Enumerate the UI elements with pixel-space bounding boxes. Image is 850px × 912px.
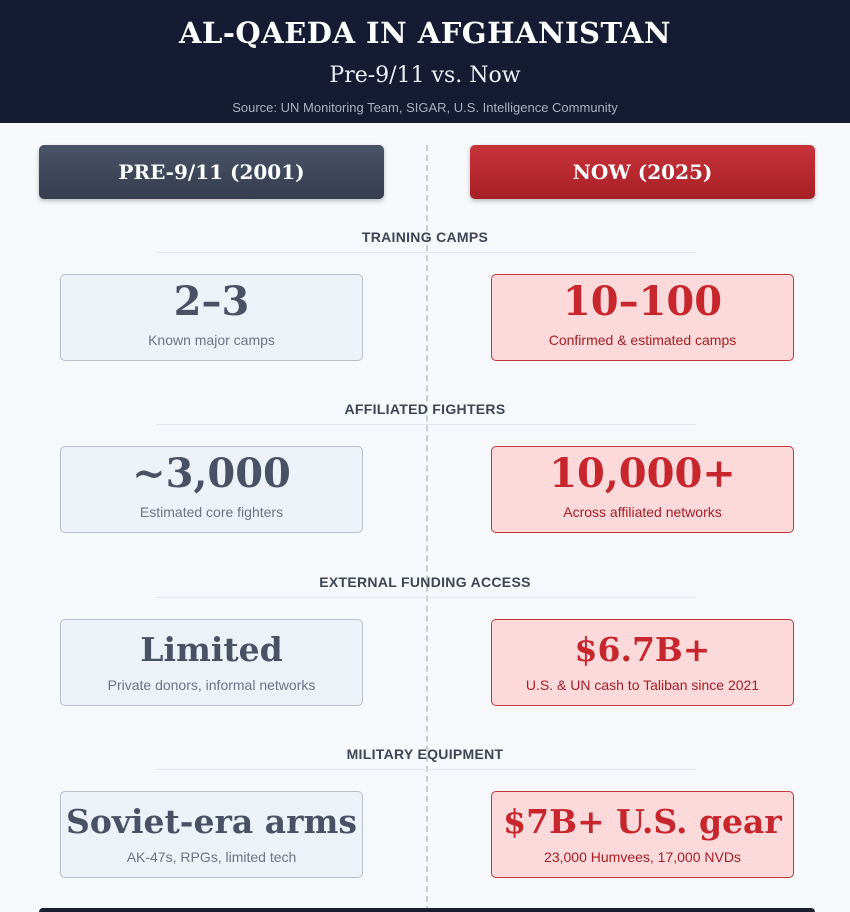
after-value: 10,000+ bbox=[549, 450, 736, 497]
section-rule bbox=[156, 597, 696, 598]
before-value: ~3,000 bbox=[132, 450, 291, 497]
before-card-military-equipment bbox=[60, 791, 363, 878]
source-note: Source: UN Monitoring Team, SIGAR, U.S. Intelligence Community bbox=[232, 100, 618, 115]
after-value: 10–100 bbox=[562, 278, 723, 325]
after-value: $7B+ U.S. gear bbox=[503, 802, 782, 841]
before-card-training-camps bbox=[60, 274, 363, 361]
after-caption: 23,000 Humvees, 17,000 NVDs bbox=[544, 849, 741, 865]
page-header bbox=[0, 0, 850, 123]
after-caption: Across affiliated networks bbox=[563, 504, 722, 520]
section-label-training-camps: TRAINING CAMPS bbox=[361, 229, 489, 245]
before-value: Limited bbox=[140, 630, 283, 669]
section-rule bbox=[156, 252, 696, 253]
after-card-affiliated-fighters bbox=[491, 446, 794, 533]
before-value: 2–3 bbox=[173, 278, 250, 325]
after-card-military-equipment bbox=[491, 791, 794, 878]
after-column-heading: NOW (2025) bbox=[470, 145, 815, 199]
after-card-training-camps bbox=[491, 274, 794, 361]
before-column-heading: PRE-9/11 (2001) bbox=[39, 145, 384, 199]
after-caption: Confirmed & estimated camps bbox=[548, 332, 737, 348]
page-title: AL-QAEDA IN AFGHANISTAN bbox=[179, 16, 671, 50]
before-card-affiliated-fighters bbox=[60, 446, 363, 533]
footer-bar bbox=[39, 908, 815, 912]
section-label-affiliated-fighters: AFFILIATED FIGHTERS bbox=[344, 401, 506, 417]
before-caption: Private donors, informal networks bbox=[107, 677, 316, 693]
after-card-external-funding bbox=[491, 619, 794, 706]
center-divider bbox=[426, 145, 428, 912]
before-caption: Estimated core fighters bbox=[139, 504, 284, 520]
before-caption: AK-47s, RPGs, limited tech bbox=[126, 849, 297, 865]
section-label-military-equipment: MILITARY EQUIPMENT bbox=[346, 746, 504, 762]
section-rule bbox=[156, 424, 696, 425]
after-caption: U.S. & UN cash to Taliban since 2021 bbox=[525, 677, 760, 693]
after-value: $6.7B+ bbox=[574, 630, 711, 669]
section-rule bbox=[156, 769, 696, 770]
page-subtitle: Pre-9/11 vs. Now bbox=[329, 63, 521, 88]
before-card-external-funding bbox=[60, 619, 363, 706]
section-label-external-funding: EXTERNAL FUNDING ACCESS bbox=[319, 574, 531, 590]
before-value: Soviet-era arms bbox=[65, 802, 357, 841]
before-caption: Known major camps bbox=[148, 332, 275, 348]
